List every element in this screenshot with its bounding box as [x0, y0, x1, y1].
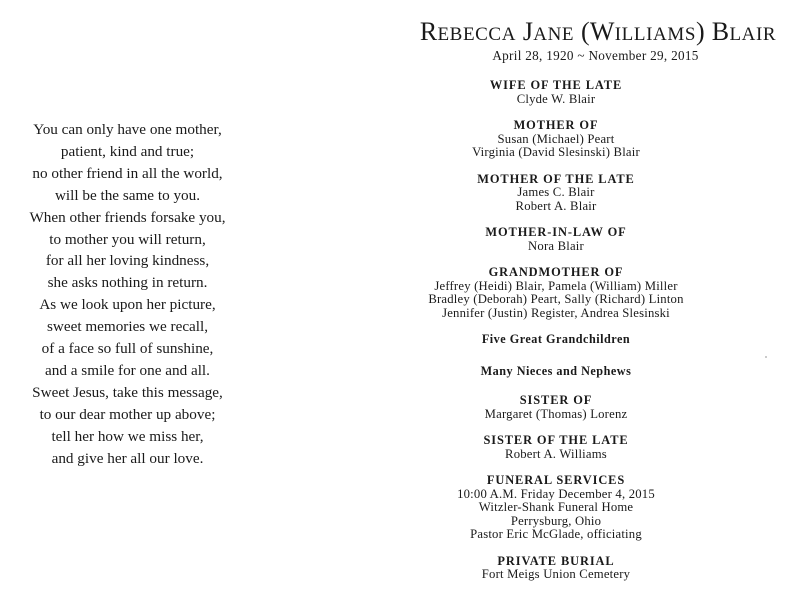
section-entry: Perrysburg, Ohio: [510, 513, 602, 528]
deceased-name: REBECCA JANE (WILLIAMS) BLAIR: [419, 17, 777, 46]
poem-line: and a smile for one and all.: [45, 361, 210, 379]
poem-line: You can only have one mother,: [33, 121, 222, 138]
section-heading: GRANDMOTHER OF: [488, 265, 624, 279]
section-heading: MOTHER OF THE LATE: [477, 171, 635, 186]
section-grandmother-of: [366, 266, 746, 320]
section-heading: PRIVATE BURIAL: [497, 553, 615, 568]
poem-line: patient, kind and true;: [60, 142, 195, 160]
section-sister-of: [366, 394, 746, 421]
poem-line: she asks nothing in return.: [47, 274, 208, 292]
section-entry: Virginia (David Slesinski) Blair: [472, 145, 640, 159]
section-private-burial: [366, 555, 746, 582]
section-funeral-services: [366, 474, 746, 542]
section-wife-of-the-late: [366, 79, 746, 106]
section-entry: Jeffrey (Heidi) Blair, Pamela (William) Miller: [434, 278, 678, 293]
section-entry: Fort Meigs Union Cemetery: [481, 567, 631, 581]
section-entry: Robert A. Blair: [515, 198, 597, 213]
section-heading: WIFE OF THE LATE: [489, 78, 623, 92]
section-entry: James C. Blair: [517, 185, 595, 199]
obituary-panel: [408, 18, 788, 595]
section-heading: Many Nieces and Nephews: [480, 363, 632, 378]
section-heading: SISTER OF: [519, 393, 593, 407]
section-entry: Margaret (Thomas) Lorenz: [484, 406, 628, 421]
memorial-poem: [5, 119, 250, 470]
section-entry: Jennifer (Justin) Register, Andrea Slesinski: [442, 305, 670, 320]
poem-line: sweet memories we recall,: [46, 318, 209, 336]
poem-line: As we look upon her picture,: [39, 296, 216, 314]
poem-line: and give her all our love.: [51, 449, 204, 467]
section-heading: MOTHER-IN-LAW OF: [485, 225, 627, 239]
scan-speck: [765, 356, 767, 358]
poem-line: of a face so full of sunshine,: [41, 340, 214, 358]
section-heading: SISTER OF THE LATE: [483, 433, 629, 447]
poem-line: to mother you will return,: [49, 230, 206, 248]
section-entry: Pastor Eric McGlade, officiating: [470, 527, 642, 541]
poem-line: no other friend in all the world,: [32, 164, 223, 182]
section-mother-of: [366, 119, 746, 160]
poem-line: for all her loving kindness,: [45, 252, 210, 270]
section-nieces-nephews: [366, 365, 746, 379]
section-heading: Five Great Grandchildren: [481, 332, 631, 346]
section-sister-of-the-late: [366, 434, 746, 461]
section-mother-of-the-late: [366, 173, 746, 214]
section-mother-in-law-of: [366, 226, 746, 253]
poem-line: When other friends forsake you,: [29, 208, 226, 226]
poem-line: tell her how we miss her,: [51, 427, 204, 445]
life-dates: April 28, 1920 ~ November 29, 2015: [492, 48, 699, 63]
section-entry: Clyde W. Blair: [516, 91, 596, 106]
section-heading: MOTHER OF: [513, 118, 599, 132]
section-great-grandchildren: [366, 333, 746, 347]
section-entry: 10:00 A.M. Friday December 4, 2015: [457, 486, 655, 501]
survivors-list: [366, 79, 746, 582]
section-heading: FUNERAL SERVICES: [486, 473, 626, 487]
section-entry: Robert A. Williams: [505, 446, 607, 461]
section-entry: Witzler-Shank Funeral Home: [478, 500, 634, 514]
section-entry: Susan (Michael) Peart: [497, 131, 615, 146]
poem-line: to our dear mother up above;: [39, 405, 216, 423]
section-entry: Bradley (Deborah) Peart, Sally (Richard) Linton: [428, 292, 684, 306]
poem-line: Sweet Jesus, take this message,: [32, 383, 223, 401]
poem-line: will be the same to you.: [54, 186, 201, 204]
section-entry: Nora Blair: [528, 238, 584, 253]
